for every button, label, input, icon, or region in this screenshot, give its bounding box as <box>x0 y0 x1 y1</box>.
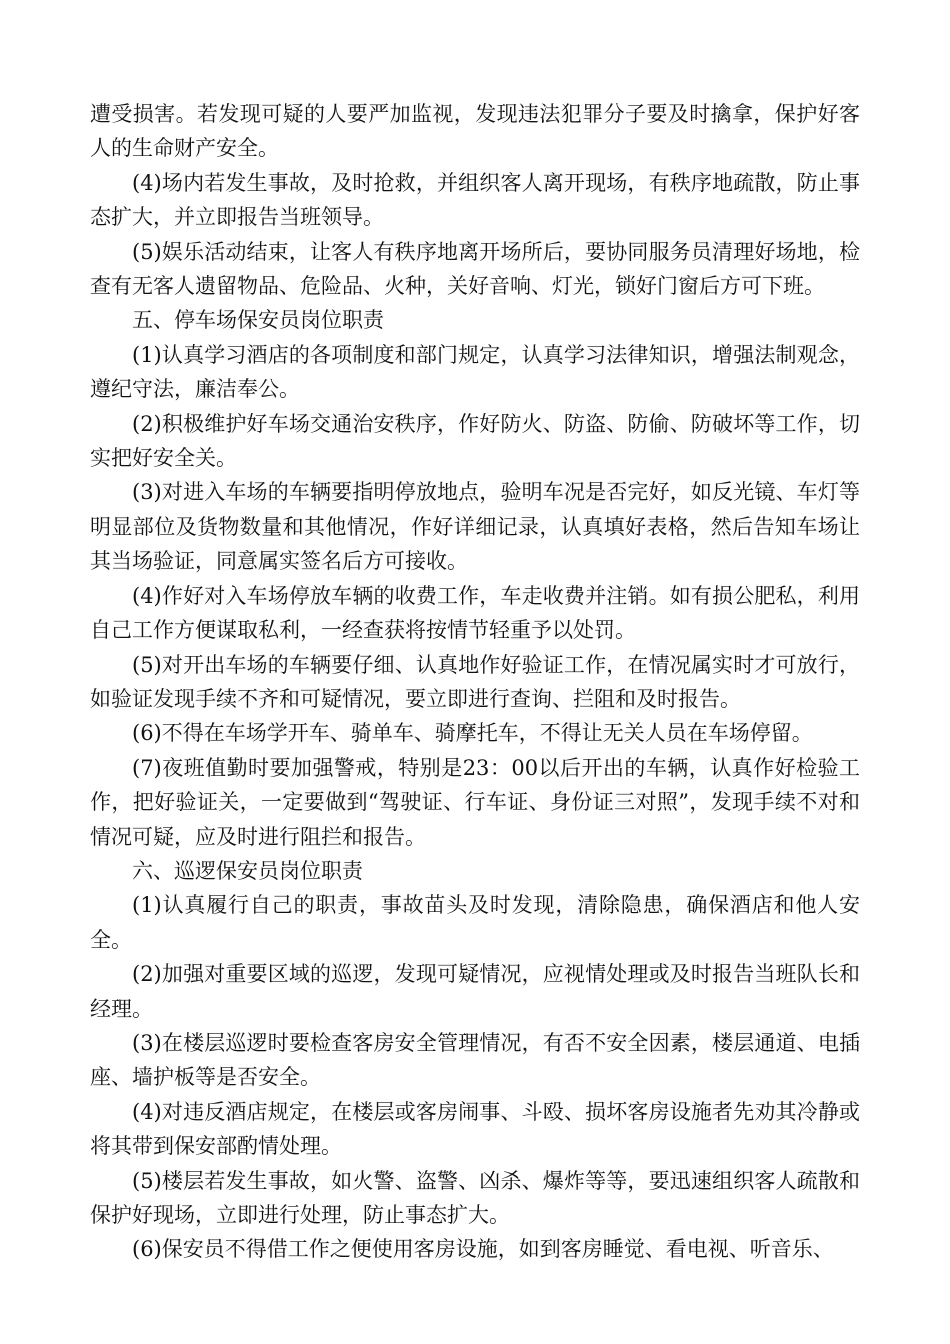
paragraph: (6)保安员不得借工作之便使用客房设施，如到客房睡觉、看电视、听音乐、 <box>132 1237 834 1262</box>
paragraph: (3)在楼层巡逻时要检查客房安全管理情况，有否不安全因素，楼层通道、电插座、墙护板等是否安全。 <box>90 1030 860 1090</box>
paragraph: (5)对开出车场的车辆要仔细、认真地作好验证工作，在情况属实时才可放行，如验证发现手续不齐和可疑情况，要立即进行查询、拦阻和及时报告。 <box>90 652 860 711</box>
paragraph: (5)娱乐活动结束，让客人有秩序地离开场所后，要协同服务员清理好场地，检查有无客人遗留物品、危险品、火种，关好音响、灯光，锁好门窗后方可下班。 <box>90 239 860 299</box>
paragraph: (4)作好对入车场停放车辆的收费工作，车走收费并注销。如有损公肥私，利用自己工作方便谋取私利，一经查获将按情节轻重予以处罚。 <box>90 583 860 643</box>
section-heading: 六、巡逻保安员岗位职责 <box>132 858 363 883</box>
paragraph: (1)认真履行自己的职责，事故苗头及时发现，清除隐患，确保酒店和他人安全。 <box>90 893 860 952</box>
paragraph: (3)对进入车场的车辆要指明停放地点，验明车况是否完好，如反光镜、车灯等明显部位及货物数量和其他情况，作好详细记录，认真填好表格，然后告知车场让其当场验证，同意属实签名后方可接收。 <box>90 480 860 574</box>
paragraph: (2)积极维护好车场交通治安秩序，作好防火、防盗、防偷、防破坏等工作，切实把好安全关。 <box>90 411 860 471</box>
paragraph: (6)不得在车场学开车、骑单车、骑摩托车，不得让无关人员在车场停留。 <box>132 721 813 746</box>
document-body <box>90 97 860 1267</box>
paragraph: (4)对违反酒店规定，在楼层或客房闹事、斗殴、损坏客房设施者先劝其冷静或将其带到保安部酌情处理。 <box>90 1099 860 1159</box>
paragraph: (2)加强对重要区域的巡逻，发现可疑情况，应视情处理或及时报告当班队长和经理。 <box>90 962 860 1021</box>
paragraph: (4)场内若发生事故，及时抢救，并组织客人离开现场，有秩序地疏散，防止事态扩大，并立即报告当班领导。 <box>90 170 860 230</box>
paragraph: (1)认真学习酒店的各项制度和部门规定，认真学习法律知识，增强法制观念，遵纪守法，廉洁奉公。 <box>90 342 860 402</box>
paragraph: (5)楼层若发生事故，如火警、盗警、凶杀、爆炸等等，要迅速组织客人疏散和保护好现场，立即进行处理，防止事态扩大。 <box>90 1168 860 1227</box>
paragraph-continuation: 遭受损害。若发现可疑的人要严加监视，发现违法犯罪分子要及时擒拿，保护好客人的生命财产安全。 <box>90 102 860 161</box>
paragraph: (7)夜班值勤时要加强警戒，特别是23：00以后开出的车辆，认真作好检验工作，把好验证关，一定要做到“驾驶证、行车证、身份证三对照”，发现手续不对和情况可疑，应及时进行阻拦和报告。 <box>90 755 860 849</box>
section-heading: 五、停车场保安员岗位职责 <box>132 308 384 333</box>
